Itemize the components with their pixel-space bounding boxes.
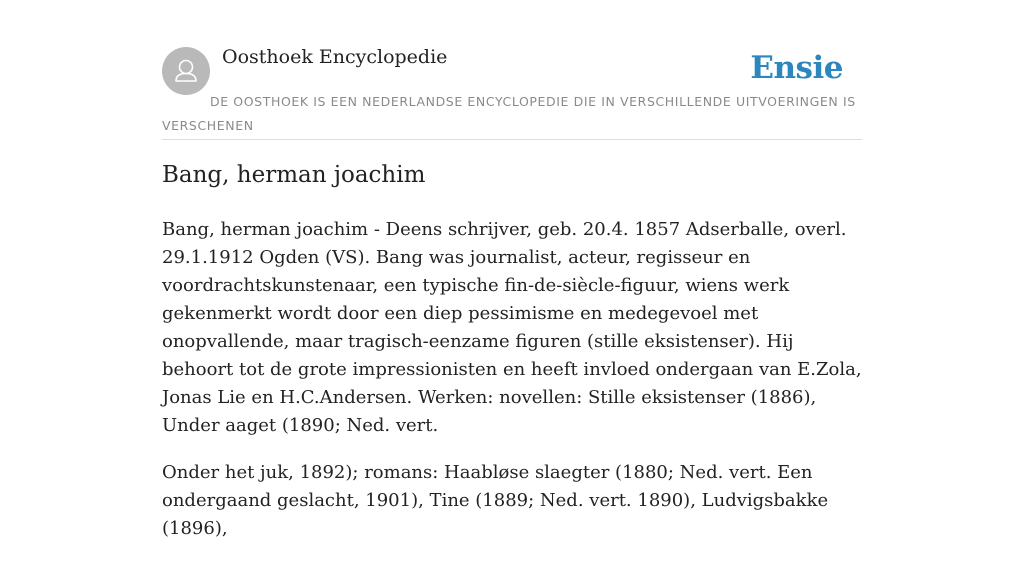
brand-logo[interactable]: Ensie xyxy=(750,50,843,86)
page xyxy=(162,0,862,539)
source-name[interactable]: Oosthoek Encyclopedie xyxy=(222,46,448,68)
article-paragraph: Onder het juk, 1892); romans: Haabløse slaegter (1880; Ned. vert. Een ondergaand geslacht, 1901), Tine (1889; Ned. vert. 1890), Ludvigsbakke (1896), xyxy=(162,462,829,539)
article-title: Bang, herman joachim xyxy=(162,162,426,188)
source-avatar[interactable] xyxy=(162,47,210,95)
user-icon xyxy=(162,47,210,95)
source-tagline: DE OOSTHOEK IS EEN NEDERLANDSE ENCYCLOPEDIE DIE IN VERSCHILLENDE UITVOERINGEN IS VERSCHENEN xyxy=(162,94,856,133)
article-paragraph: Bang, herman joachim - Deens schrijver, geb. 20.4. 1857 Adserballe, overl. 29.1.1912 Ogden (VS). Bang was journalist, acteur, regisseur en voordrachtskunstenaar, een typische fin-de-siècle-figuur, wiens werk gekenmerkt wordt door een diep pessimisme en medegevoel met onopvallende, maar tragisch-eenzame figuren (stille eksistenser). Hij behoort tot de grote impressionisten en heeft invloed ondergaan van E.Zola, Jonas Lie en H.C.Andersen. Werken: novellen: Stille eksistenser (1886), Under aaget (1890; Ned. vert. xyxy=(162,219,862,436)
source-header xyxy=(162,0,862,140)
article-body xyxy=(162,216,862,562)
